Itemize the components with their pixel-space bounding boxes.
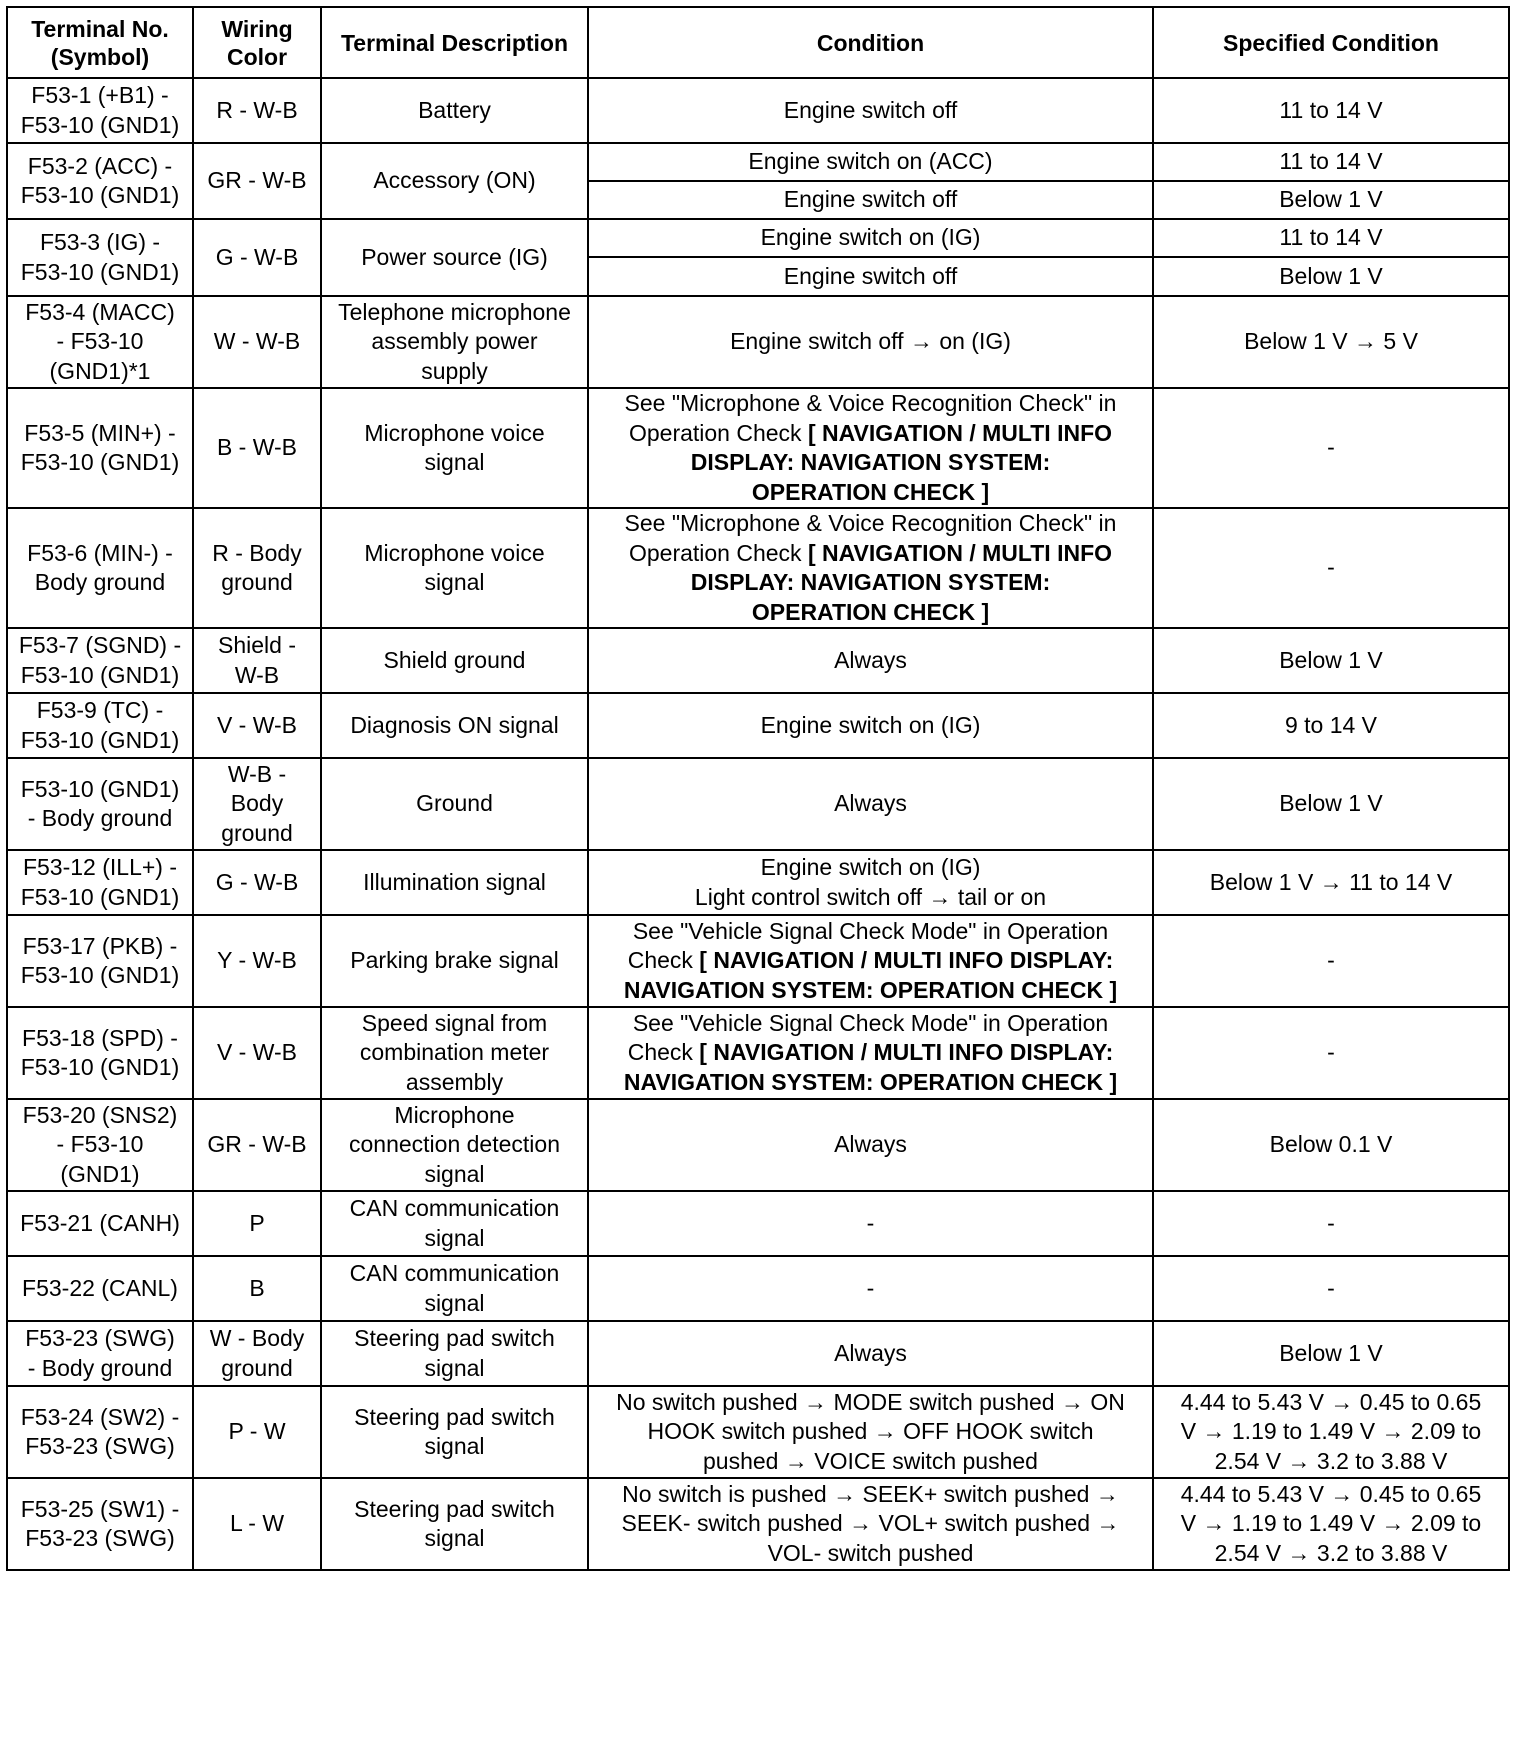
specified-condition-cell: Below 1 V → 11 to 14 V xyxy=(1153,850,1509,915)
specified-condition-cell: Below 1 V xyxy=(1153,257,1509,296)
terminal-description-cell: Parking brake signal xyxy=(321,915,588,1007)
terminal-cell: F53-10 (GND1) - Body ground xyxy=(7,758,193,850)
condition-cell: Engine switch on (IG) xyxy=(588,219,1153,257)
specified-condition-cell: 11 to 14 V xyxy=(1153,219,1509,257)
specified-condition-cell: 4.44 to 5.43 V → 0.45 to 0.65 V → 1.19 to 1.49 V → 2.09 to 2.54 V → 3.2 to 3.88 V xyxy=(1153,1478,1509,1570)
condition-cell: Engine switch off xyxy=(588,78,1153,143)
wiring-color-cell: Shield - W-B xyxy=(193,628,321,693)
table-row xyxy=(7,219,1509,257)
wiring-color-cell: P xyxy=(193,1191,321,1256)
specified-condition-cell: Below 0.1 V xyxy=(1153,1099,1509,1191)
terminal-table xyxy=(6,6,1510,1571)
table-row xyxy=(7,628,1509,693)
terminal-description-cell: Microphone voice signal xyxy=(321,508,588,628)
terminal-description-cell: Accessory (ON) xyxy=(321,143,588,219)
specified-condition-cell: - xyxy=(1153,388,1509,508)
terminal-cell: F53-4 (MACC) - F53-10 (GND1)*1 xyxy=(7,296,193,388)
condition-reference-text: [ NAVIGATION / MULTI INFO DISPLAY: NAVIGATION SYSTEM: OPERATION CHECK ] xyxy=(690,419,1113,505)
terminal-cell: F53-12 (ILL+) - F53-10 (GND1) xyxy=(7,850,193,915)
wiring-color-cell: L - W xyxy=(193,1478,321,1570)
condition-cell: Engine switch on (ACC) xyxy=(588,143,1153,181)
header-row xyxy=(7,7,1509,78)
wiring-color-cell: P - W xyxy=(193,1386,321,1478)
condition-cell: Engine switch off xyxy=(588,181,1153,219)
condition-reference-text: [ NAVIGATION / MULTI INFO DISPLAY: NAVIGATION SYSTEM: OPERATION CHECK ] xyxy=(623,1039,1118,1095)
terminal-cell: F53-22 (CANL) xyxy=(7,1256,193,1321)
wiring-color-cell: W - Body ground xyxy=(193,1321,321,1386)
wiring-color-cell: R - Body ground xyxy=(193,508,321,628)
terminal-description-cell: Microphone voice signal xyxy=(321,388,588,508)
wiring-color-cell: G - W-B xyxy=(193,850,321,915)
table-row xyxy=(7,850,1509,915)
condition-cell: Always xyxy=(588,1099,1153,1191)
terminal-description-cell: Steering pad switch signal xyxy=(321,1478,588,1570)
terminal-description-cell: Microphone connection detection signal xyxy=(321,1099,588,1191)
condition-cell: Engine switch off xyxy=(588,257,1153,296)
table-row xyxy=(7,758,1509,850)
terminal-cell: F53-1 (+B1) - F53-10 (GND1) xyxy=(7,78,193,143)
condition-cell xyxy=(588,1007,1153,1099)
condition-cell: - xyxy=(588,1191,1153,1256)
condition-cell: Engine switch on (IG) Light control switch off → tail or on xyxy=(588,850,1153,915)
table-row xyxy=(7,915,1509,1007)
specified-condition-cell: Below 1 V xyxy=(1153,1321,1509,1386)
condition-reference-text: [ NAVIGATION / MULTI INFO DISPLAY: NAVIGATION SYSTEM: OPERATION CHECK ] xyxy=(690,539,1113,625)
terminal-cell: F53-5 (MIN+) - F53-10 (GND1) xyxy=(7,388,193,508)
specified-condition-cell: 11 to 14 V xyxy=(1153,143,1509,181)
table-row xyxy=(7,693,1509,758)
table-row xyxy=(7,1007,1509,1099)
terminal-cell: F53-7 (SGND) - F53-10 (GND1) xyxy=(7,628,193,693)
terminal-description-cell: Telephone microphone assembly power supply xyxy=(321,296,588,388)
table-row xyxy=(7,1386,1509,1478)
terminal-table-sheet xyxy=(6,6,1508,1571)
wiring-color-cell: GR - W-B xyxy=(193,143,321,219)
condition-cell: Always xyxy=(588,628,1153,693)
specified-condition-cell: - xyxy=(1153,1007,1509,1099)
terminal-description-cell: Diagnosis ON signal xyxy=(321,693,588,758)
table-row xyxy=(7,1478,1509,1570)
specified-condition-cell: Below 1 V → 5 V xyxy=(1153,296,1509,388)
terminal-cell: F53-25 (SW1) - F53-23 (SWG) xyxy=(7,1478,193,1570)
terminal-description-cell: CAN communication signal xyxy=(321,1256,588,1321)
table-row xyxy=(7,143,1509,181)
condition-text: See "Vehicle Signal Check Mode" in Operation Check xyxy=(627,1009,1109,1066)
terminal-description-cell: Illumination signal xyxy=(321,850,588,915)
wiring-color-cell: W - W-B xyxy=(193,296,321,388)
condition-cell: - xyxy=(588,1256,1153,1321)
header-condition: Condition xyxy=(588,7,1153,78)
table-row xyxy=(7,1321,1509,1386)
wiring-color-cell: W-B - Body ground xyxy=(193,758,321,850)
wiring-color-cell: Y - W-B xyxy=(193,915,321,1007)
terminal-description-cell: Battery xyxy=(321,78,588,143)
table-row xyxy=(7,1256,1509,1321)
specified-condition-cell: Below 1 V xyxy=(1153,181,1509,219)
condition-text: See "Microphone & Voice Recognition Check" in Operation Check xyxy=(624,390,1117,446)
condition-cell xyxy=(588,915,1153,1007)
specified-condition-cell: Below 1 V xyxy=(1153,628,1509,693)
specified-condition-cell: 11 to 14 V xyxy=(1153,78,1509,143)
condition-cell: Always xyxy=(588,1321,1153,1386)
terminal-description-cell: Steering pad switch signal xyxy=(321,1321,588,1386)
condition-cell: Engine switch on (IG) xyxy=(588,693,1153,758)
table-row xyxy=(7,1191,1509,1256)
table-body xyxy=(7,78,1509,1570)
condition-text: See "Vehicle Signal Check Mode" in Operation Check xyxy=(627,917,1109,974)
terminal-cell: F53-3 (IG) - F53-10 (GND1) xyxy=(7,219,193,296)
table-row xyxy=(7,78,1509,143)
terminal-cell: F53-21 (CANH) xyxy=(7,1191,193,1256)
header-terminal: Terminal No. (Symbol) xyxy=(7,7,193,78)
condition-reference-text: [ NAVIGATION / MULTI INFO DISPLAY: NAVIGATION SYSTEM: OPERATION CHECK ] xyxy=(623,947,1118,1003)
terminal-cell: F53-23 (SWG) - Body ground xyxy=(7,1321,193,1386)
wiring-color-cell: V - W-B xyxy=(193,1007,321,1099)
terminal-description-cell: CAN communication signal xyxy=(321,1191,588,1256)
terminal-cell: F53-9 (TC) - F53-10 (GND1) xyxy=(7,693,193,758)
condition-cell: Always xyxy=(588,758,1153,850)
table-row xyxy=(7,388,1509,508)
specified-condition-cell: - xyxy=(1153,1256,1509,1321)
terminal-description-cell: Steering pad switch signal xyxy=(321,1386,588,1478)
header-specified-condition: Specified Condition xyxy=(1153,7,1509,78)
header-wiring-color: Wiring Color xyxy=(193,7,321,78)
terminal-cell: F53-18 (SPD) - F53-10 (GND1) xyxy=(7,1007,193,1099)
condition-cell: Engine switch off → on (IG) xyxy=(588,296,1153,388)
condition-cell: No switch pushed → MODE switch pushed → ON HOOK switch pushed → OFF HOOK switch pushed → VOICE switch pushed xyxy=(588,1386,1153,1478)
table-row xyxy=(7,1099,1509,1191)
specified-condition-cell: 4.44 to 5.43 V → 0.45 to 0.65 V → 1.19 to 1.49 V → 2.09 to 2.54 V → 3.2 to 3.88 V xyxy=(1153,1386,1509,1478)
specified-condition-cell: - xyxy=(1153,915,1509,1007)
terminal-cell: F53-6 (MIN-) - Body ground xyxy=(7,508,193,628)
terminal-cell: F53-2 (ACC) - F53-10 (GND1) xyxy=(7,143,193,219)
terminal-description-cell: Ground xyxy=(321,758,588,850)
specified-condition-cell: - xyxy=(1153,1191,1509,1256)
terminal-description-cell: Shield ground xyxy=(321,628,588,693)
terminal-description-cell: Speed signal from combination meter assembly xyxy=(321,1007,588,1099)
specified-condition-cell: 9 to 14 V xyxy=(1153,693,1509,758)
specified-condition-cell: - xyxy=(1153,508,1509,628)
terminal-cell: F53-20 (SNS2) - F53-10 (GND1) xyxy=(7,1099,193,1191)
table-row xyxy=(7,296,1509,388)
header-terminal-description: Terminal Description xyxy=(321,7,588,78)
wiring-color-cell: G - W-B xyxy=(193,219,321,296)
specified-condition-cell: Below 1 V xyxy=(1153,758,1509,850)
condition-cell xyxy=(588,388,1153,508)
terminal-cell: F53-24 (SW2) - F53-23 (SWG) xyxy=(7,1386,193,1478)
condition-text: See "Microphone & Voice Recognition Check" in Operation Check xyxy=(624,510,1117,566)
wiring-color-cell: B - W-B xyxy=(193,388,321,508)
wiring-color-cell: B xyxy=(193,1256,321,1321)
condition-cell: No switch is pushed → SEEK+ switch pushed → SEEK- switch pushed → VOL+ switch pushed → VOL- switch pushed xyxy=(588,1478,1153,1570)
table-row xyxy=(7,508,1509,628)
terminal-cell: F53-17 (PKB) - F53-10 (GND1) xyxy=(7,915,193,1007)
wiring-color-cell: R - W-B xyxy=(193,78,321,143)
wiring-color-cell: GR - W-B xyxy=(193,1099,321,1191)
wiring-color-cell: V - W-B xyxy=(193,693,321,758)
condition-cell xyxy=(588,508,1153,628)
terminal-description-cell: Power source (IG) xyxy=(321,219,588,296)
